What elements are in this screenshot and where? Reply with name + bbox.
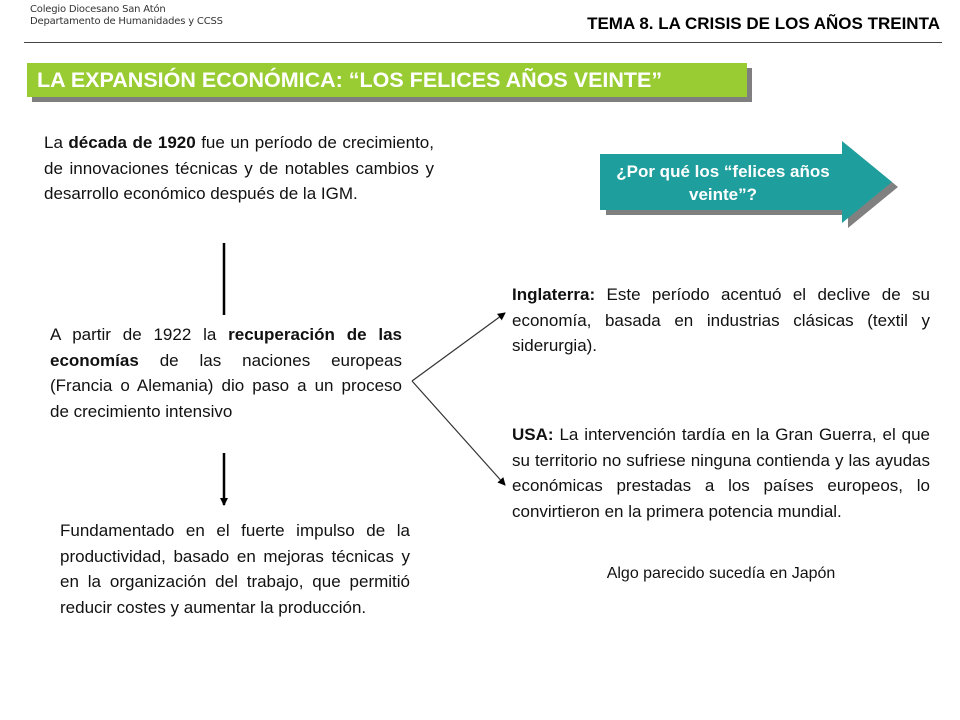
intro-prefix: La [44, 133, 69, 152]
recovery-suffix: de las naciones europeas (Francia o Alemania) dio paso a un proceso de crecimiento intensivo [50, 350, 402, 421]
japan-note: Algo parecido sucedía en Japón [606, 565, 836, 582]
topic-title: TEMA 8. LA CRISIS DE LOS AÑOS TREINTA [587, 14, 940, 33]
question-arrow-text: ¿Por qué los “felices años veinte”? [616, 162, 830, 204]
branch-arrow-england [412, 313, 505, 381]
usa-text: La intervención tardía en la Gran Guerra, el que su territorio no sufriese ninguna contienda y las ayudas económicas prestadas a los países europeos, lo convirtieron en la primera potencia mundial. [512, 425, 930, 521]
foundation-paragraph: Fundamentado en el fuerte impulso de la productividad, basado en mejoras técnicas y en la organización del trabajo, que permitió reducir costes y aumentar la producción. [60, 521, 410, 617]
school-line-1: Colegio Diocesano San Atón [30, 4, 166, 15]
branch-arrow-usa [412, 381, 505, 485]
recovery-prefix: A partir de 1922 la [50, 325, 229, 344]
england-text: Este período acentuó el declive de su economía, basada en industrias clásicas (textil y siderurgia). [512, 285, 930, 355]
usa-label: USA: [512, 425, 554, 444]
recovery-bold: recuperación de las economías [50, 325, 402, 370]
intro-bold: década de 1920 [68, 133, 196, 152]
intro-suffix: fue un período de crecimiento, de innovaciones técnicas y de notables cambios y desarrollo económico después de la IGM. [44, 133, 434, 203]
department-line: Departamento de Humanidades y CCSS [30, 16, 223, 27]
banner-title: LA EXPANSIÓN ECONÓMICA: “LOS FELICES AÑOS VEINTE” [37, 67, 663, 92]
england-label: Inglaterra: [512, 285, 596, 304]
